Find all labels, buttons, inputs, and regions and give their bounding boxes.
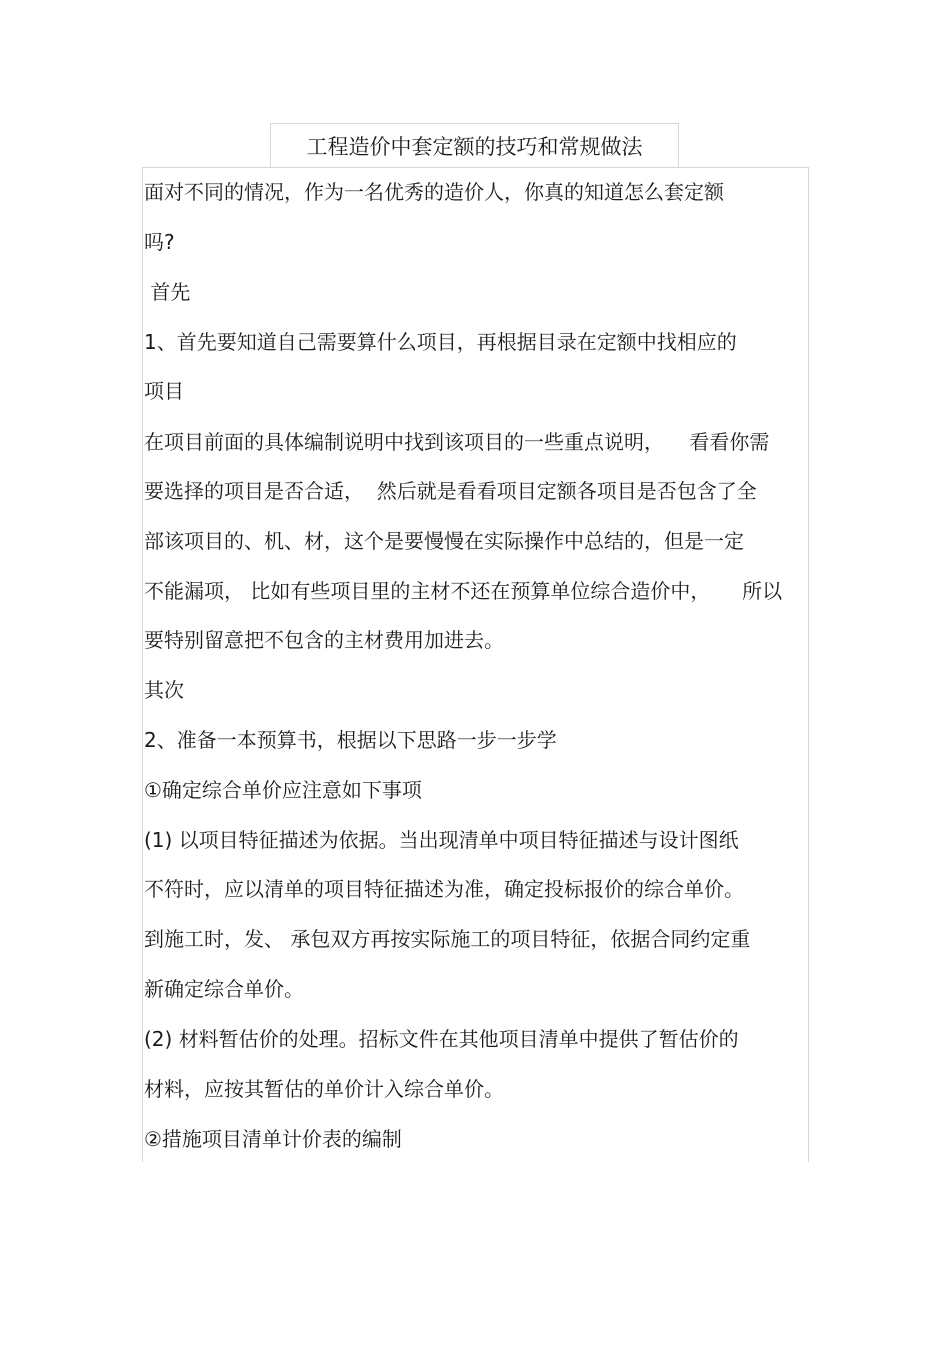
paragraph-line: 不符时，应以清单的项目特征描述为准，确定投标报价的综合单价。	[144, 877, 744, 901]
title-box	[270, 123, 679, 167]
section-heading: 其次	[144, 678, 184, 702]
section-heading: 首先	[144, 280, 191, 304]
paragraph-line: 不能漏项， 比如有些项目里的主材不还在预算单位综合造价中， 所以	[144, 579, 783, 603]
paragraph-line: 部该项目的、机、材，这个是要慢慢在实际操作中总结的，但是一定	[144, 529, 744, 553]
paragraph-line: 新确定综合单价。	[144, 977, 304, 1001]
paragraph-line: 吗?	[144, 230, 175, 254]
paragraph-line: ①确定综合单价应注意如下事项	[144, 778, 422, 802]
paragraph-line: (2) 材料暂估价的处理。招标文件在其他项目清单中提供了暂估价的	[144, 1027, 739, 1051]
paragraph-line: 在项目前面的具体编制说明中找到该项目的一些重点说明， 看看你需	[144, 430, 770, 454]
paragraph-line: 2、准备一本预算书，根据以下思路一步一步学	[144, 728, 557, 752]
paragraph-line: 要特别留意把不包含的主材费用加进去。	[144, 628, 504, 652]
paragraph-line: 材料，应按其暂估的单价计入综合单价。	[144, 1077, 504, 1101]
content-frame	[142, 167, 809, 1162]
paragraph-line: 面对不同的情况，作为一名优秀的造价人，你真的知道怎么套定额	[144, 180, 724, 204]
paragraph-line: (1) 以项目特征描述为依据。当出现清单中项目特征描述与设计图纸	[144, 828, 739, 852]
paragraph-line: 要选择的项目是否合适， 然后就是看看项目定额各项目是否包含了全	[144, 479, 757, 503]
paragraph-line: 1、首先要知道自己需要算什么项目，再根据目录在定额中找相应的	[144, 330, 737, 354]
paragraph-line: ②措施项目清单计价表的编制	[144, 1127, 402, 1151]
paragraph-line: 到施工时，发、 承包双方再按实际施工的项目特征，依据合同约定重	[144, 927, 751, 951]
document-title: 工程造价中套定额的技巧和常规做法	[306, 135, 643, 159]
paragraph-line: 项目	[144, 379, 184, 403]
